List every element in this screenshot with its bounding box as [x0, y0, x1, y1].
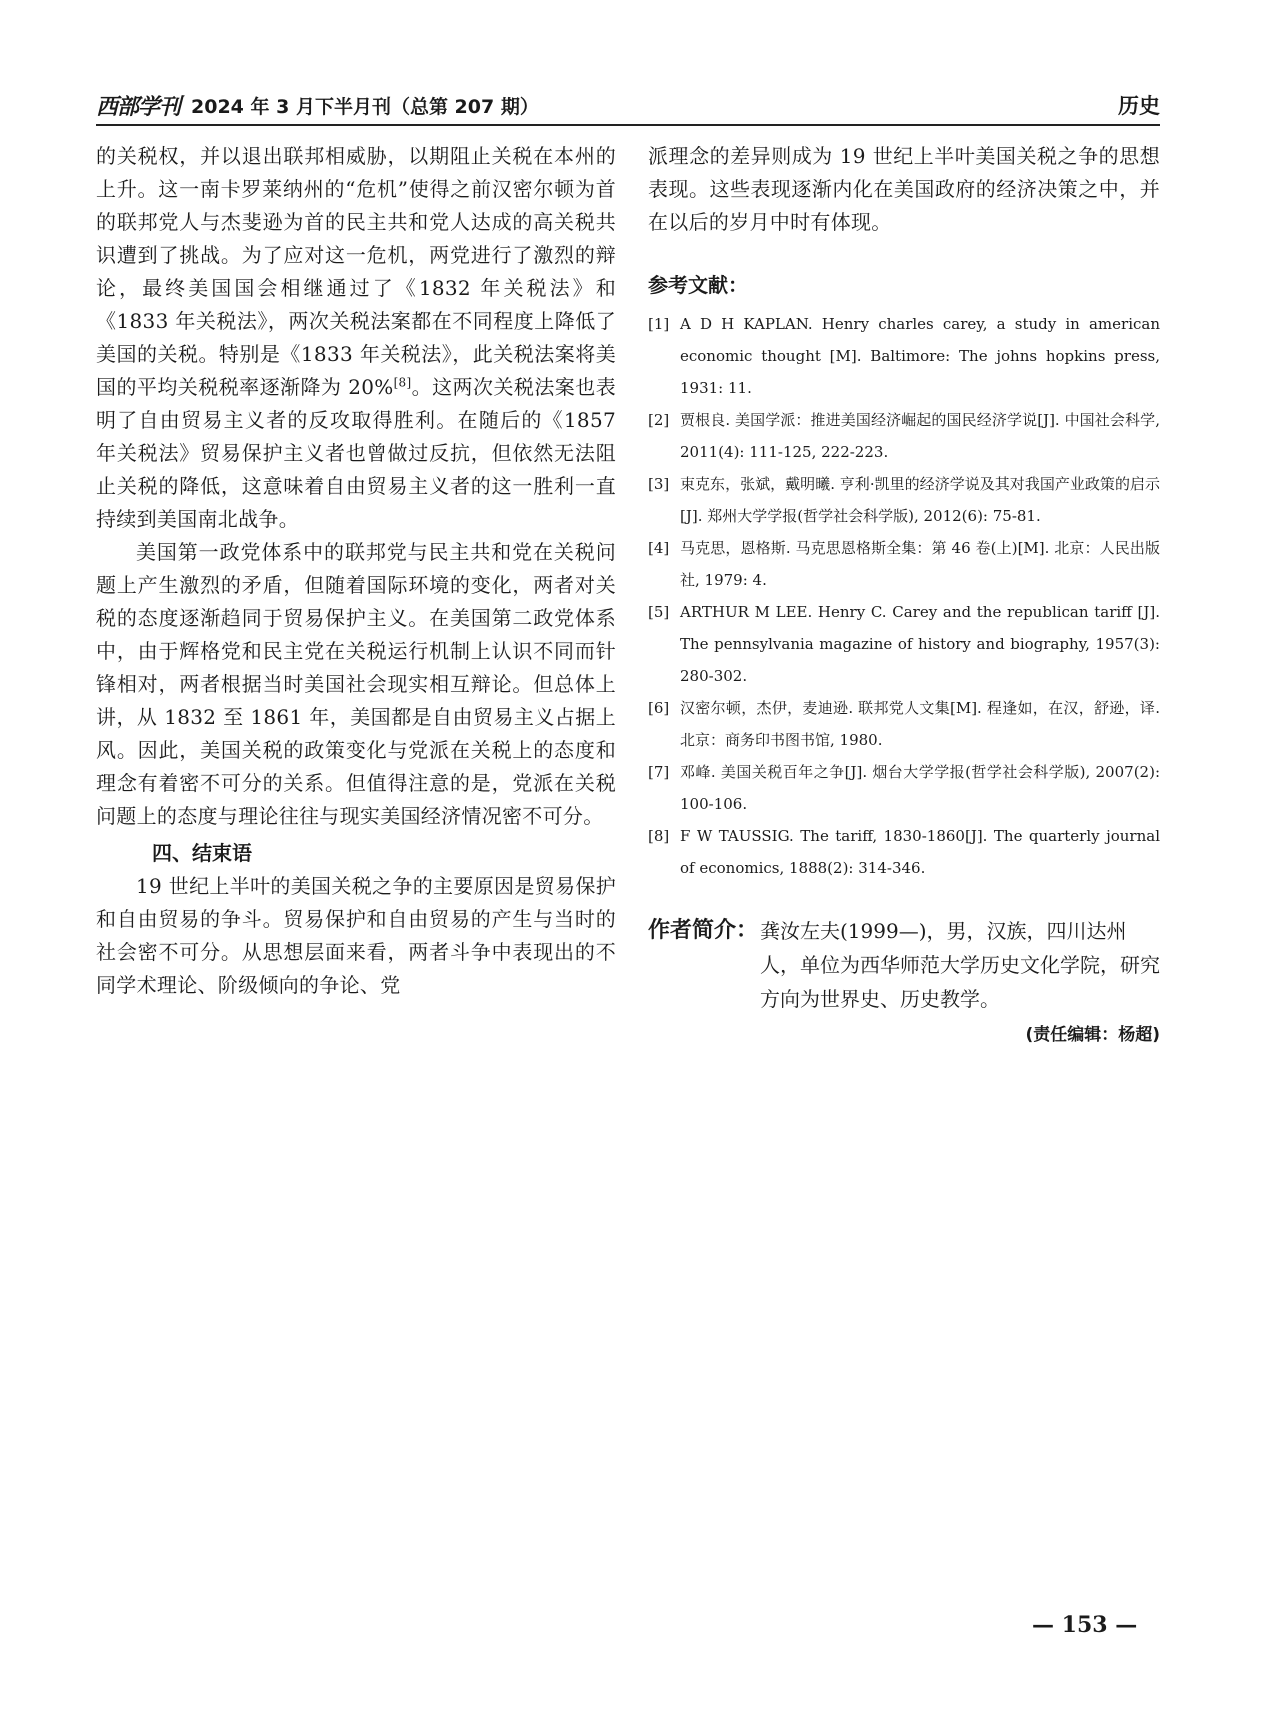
page-number: — 153 —	[1032, 1612, 1138, 1638]
paragraph: 美国第一政党体系中的联邦党与民主共和党在关税问题上产生激烈的矛盾，但随着国际环境的变化，两者对关税的态度逐渐趋同于贸易保护主义。在美国第二政党体系中，由于辉格党和民主党在关税运行机制上认识不同而针锋相对，两者根据当时美国社会现实相互辩论。但总体上讲，从 1832 至 1861 年，美国都是自由贸易主义占据上风。因此，美国关税的政策变化与党派在关税上的态度和理念有着密不可分的关系。但值得注意的是，党派在关税问题上的态度与理论往往与现实美国经济情况密不可分。	[96, 540, 616, 828]
reference-number: [2]	[648, 411, 670, 429]
reference-number: [3]	[648, 475, 670, 493]
reference-item	[648, 468, 1160, 532]
issue-info: 2024 年 3 月下半月刊（总第 207 期）	[191, 96, 539, 118]
citation-marker: [8]	[393, 375, 412, 390]
reference-item	[648, 596, 1160, 692]
references-title: 参考文献：	[648, 273, 748, 297]
paragraph-text: 。这两次关税法案也表明了自由贸易主义者的反攻取得胜利。在随后的《1857 年关税法》贸易保护主义者也曾做过反抗，但依然无法阻止关税的降低，这意味着自由贸易主义者的这一胜利一直持续到美国南北战争。	[96, 375, 616, 531]
author-bio-text: 龚汝左夫(1999—)，男，汉族，四川达州人，单位为西华师范大学历史文化学院，研究方向为世界史、历史教学。	[760, 919, 1160, 1011]
reference-item	[648, 404, 1160, 468]
reference-item	[648, 820, 1160, 884]
reference-text: A D H KAPLAN. Henry charles carey, a study in american economic thought [M]. Baltimore: The johns hopkins press, 1931: 11.	[680, 315, 1160, 397]
reference-text: 马克思，恩格斯. 马克思恩格斯全集：第 46 卷(上)[M]. 北京：人民出版社, 1979: 4.	[680, 539, 1160, 589]
reference-number: [4]	[648, 539, 670, 557]
reference-number: [1]	[648, 315, 670, 333]
section-heading: 四、结束语	[152, 841, 252, 865]
reference-item	[648, 532, 1160, 596]
reference-text: 汉密尔顿，杰伊，麦迪逊. 联邦党人文集[M]. 程逢如，在汉，舒逊，译. 北京：商务印书图书馆, 1980.	[680, 699, 1160, 749]
reference-item	[648, 756, 1160, 820]
reference-item	[648, 692, 1160, 756]
editor-note: (责任编辑：杨超)	[1025, 1025, 1160, 1045]
paragraph: 派理念的差异则成为 19 世纪上半叶美国关税之争的思想表现。这些表现逐渐内化在美国政府的经济决策之中，并在以后的岁月中时有体现。	[648, 144, 1160, 234]
header-rule	[96, 124, 1160, 126]
reference-number: [8]	[648, 827, 670, 845]
page-header	[96, 86, 1160, 126]
paragraph	[96, 140, 616, 536]
reference-text: ARTHUR M LEE. Henry C. Carey and the republican tariff [J]. The pennsylvania magazine of history and biography, 1957(3): 280-302.	[680, 603, 1160, 685]
left-column	[96, 140, 616, 1002]
reference-text: 束克东，张斌，戴明曦. 亨利·凯里的经济学说及其对我国产业政策的启示[J]. 郑州大学学报(哲学社会科学版), 2012(6): 75-81.	[680, 475, 1160, 525]
reference-number: [6]	[648, 699, 670, 717]
paragraph-text: 的关税权，并以退出联邦相威胁，以期阻止关税在本州的上升。这一南卡罗莱纳州的“危机”使得之前汉密尔顿为首的联邦党人与杰斐逊为首的民主共和党人达成的高关税共识遭到了挑战。为了应对这一危机，两党进行了激烈的辩论，最终美国国会相继通过了《1832 年关税法》和《1833 年关税法》，两次关税法案都在不同程度上降低了美国的关税。特别是《1833 年关税法》，此关税法案将美国的平均关税税率逐渐降为 20%	[96, 144, 616, 399]
reference-text: 贾根良. 美国学派：推进美国经济崛起的国民经济学说[J]. 中国社会科学, 2011(4): 111-125, 222-223.	[680, 411, 1160, 461]
reference-number: [5]	[648, 603, 670, 621]
reference-text: 邓峰. 美国关税百年之争[J]. 烟台大学学报(哲学社会科学版), 2007(2): 100-106.	[680, 763, 1160, 813]
reference-number: [7]	[648, 763, 670, 781]
author-bio-label: 作者简介：	[648, 918, 759, 943]
right-column	[648, 140, 1160, 1045]
references-list	[648, 308, 1160, 884]
journal-masthead: 西部学刊	[96, 95, 181, 120]
reference-item	[648, 308, 1160, 404]
paragraph: 19 世纪上半叶的美国关税之争的主要原因是贸易保护和自由贸易的争斗。贸易保护和自由贸易的产生与当时的社会密不可分。从思想层面来看，两者斗争中表现出的不同学术理论、阶级倾向的争论、党	[96, 874, 616, 997]
author-bio	[648, 914, 1160, 1016]
section-label: 历史	[1118, 94, 1160, 118]
reference-text: F W TAUSSIG. The tariff, 1830-1860[J]. The quarterly journal of economics, 1888(2): 314-346.	[680, 827, 1160, 877]
